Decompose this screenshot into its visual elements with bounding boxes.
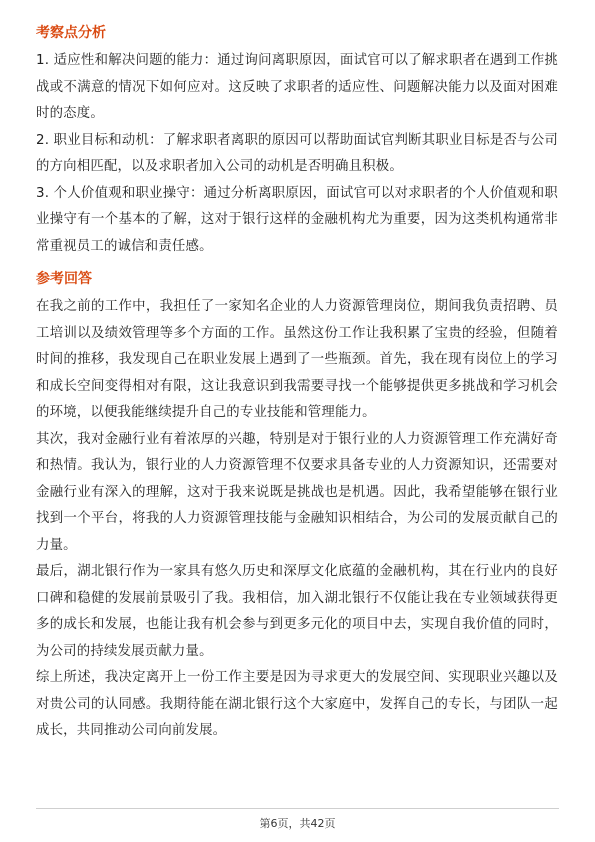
analysis-heading: 考察点分析	[36, 25, 106, 41]
footer-divider	[36, 808, 559, 809]
answer-section	[36, 268, 558, 745]
answer-paragraph-4: 综上所述，我决定离开上一份工作主要是因为寻求更大的发展空间、实现职业兴趣以及对贵公司的认同感。我期待能在湖北银行这个大家庭中，发挥自己的专长，与团队一起成长，共同推动公司向前发展。	[36, 670, 558, 738]
analysis-item-2: 2. 职业目标和动机：了解求职者离职的原因可以帮助面试官判断其职业目标是否与公司的方向相匹配，以及求职者加入公司的动机是否明确且积极。	[36, 132, 558, 174]
analysis-section	[36, 22, 558, 260]
answer-paragraph-2: 其次，我对金融行业有着浓厚的兴趣，特别是对于银行业的人力资源管理工作充满好奇和热情。我认为，银行业的人力资源管理不仅要求具备专业的人力资源知识，还需要对金融行业有深入的理解，这对于我来说既是挑战也是机遇。因此，我希望能够在银行业找到一个平台，将我的人力资源管理技能与金融知识相结合，为公司的发展贡献自己的力量。	[36, 431, 558, 553]
answer-heading: 参考回答	[36, 271, 92, 287]
analysis-item-1: 1. 适应性和解决问题的能力：通过询问离职原因，面试官可以了解求职者在遇到工作挑战或不满意的情况下如何应对。这反映了求职者的适应性、问题解决能力以及面对困难时的态度。	[36, 53, 558, 121]
document-content	[36, 22, 558, 753]
answer-paragraph-1: 在我之前的工作中，我担任了一家知名企业的人力资源管理岗位，期间我负责招聘、员工培训以及绩效管理等多个方面的工作。虽然这份工作让我积累了宝贵的经验，但随着时间的推移，我发现自己在职业发展上遇到了一些瓶颈。首先，我在现有岗位上的学习和成长空间变得相对有限，这让我意识到我需要寻找一个能够提供更多挑战和学习机会的环境，以便我能继续提升自己的专业技能和管理能力。	[36, 299, 558, 420]
answer-paragraph-3: 最后，湖北银行作为一家具有悠久历史和深厚文化底蕴的金融机构，其在行业内的良好口碑和稳健的发展前景吸引了我。我相信，加入湖北银行不仅能让我在专业领域获得更多的成长和发展，也能让我有机会参与到更多元化的项目中去，实现自我价值的同时，为公司的持续发展贡献力量。	[36, 564, 558, 659]
analysis-item-3: 3. 个人价值观和职业操守：通过分析离职原因，面试官可以对求职者的个人价值观和职业操守有一个基本的了解，这对于银行这样的金融机构尤为重要，因为这类机构通常非常重视员工的诚信和责任感。	[36, 185, 558, 254]
page-number: 第6页，共42页	[259, 817, 336, 830]
